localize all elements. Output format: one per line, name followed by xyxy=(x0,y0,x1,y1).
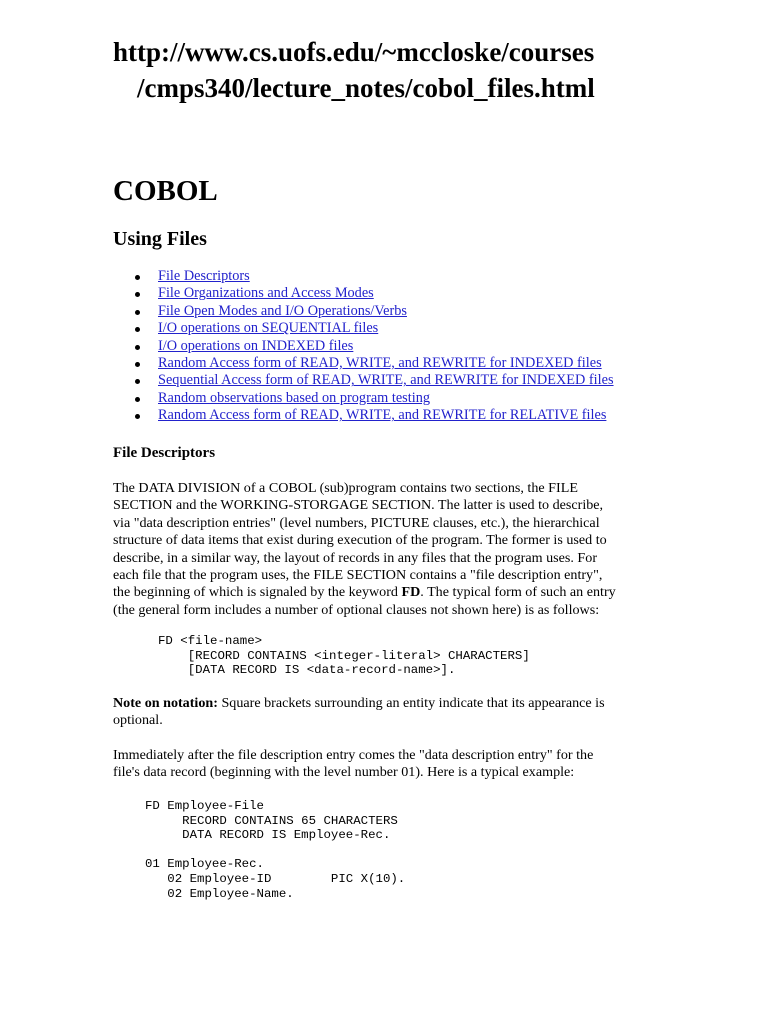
table-of-contents xyxy=(113,268,673,425)
code-line: RECORD CONTAINS 65 CHARACTERS xyxy=(145,813,398,828)
code-line: [DATA RECORD IS <data-record-name>]. xyxy=(158,663,456,678)
code-line: 02 Employee-ID PIC X(10). xyxy=(145,871,406,886)
code-line: 01 Employee-Rec. xyxy=(145,857,264,872)
keyword-fd: FD xyxy=(401,584,421,601)
section-heading-file-descriptors: File Descriptors xyxy=(113,445,216,461)
toc-item xyxy=(113,303,673,320)
url-line-1: http://www.cs.uofs.edu/~mccloske/courses xyxy=(113,37,595,67)
code-line: 02 Employee-Name. xyxy=(145,886,294,901)
toc-link-random-observations[interactable]: Random observations based on program testing xyxy=(158,389,430,406)
url-line-2: /cmps340/lecture_notes/cobol_files.html xyxy=(137,73,595,103)
toc-link-sequential-io[interactable]: I/O operations on SEQUENTIAL files xyxy=(158,320,379,337)
toc-item xyxy=(113,390,673,407)
toc-item xyxy=(113,268,673,285)
page-subtitle: Using Files xyxy=(113,228,207,250)
paragraph-line: Square brackets surrounding an entity indicate that its appearance is xyxy=(217,695,605,711)
toc-link-sequential-indexed[interactable]: Sequential Access form of READ, WRITE, and REWRITE for INDEXED files xyxy=(158,372,614,389)
paragraph-line: . The typical form of such an entry xyxy=(420,584,616,601)
paragraph-line: SECTION and the WORKING-STORGAGE SECTION. The latter is used to describe, xyxy=(113,497,604,514)
paragraph-line: describe, in a similar way, the layout of records in any files that the program uses. For xyxy=(113,549,598,566)
paragraph-line: optional. xyxy=(113,712,163,729)
page-url-heading xyxy=(113,34,673,106)
code-block-fd-syntax xyxy=(158,634,530,678)
paragraph-line: (the general form includes a number of optional clauses not shown here) is as follows: xyxy=(113,601,600,618)
paragraph-data-description xyxy=(113,747,653,782)
paragraph-line: structure of data items that exist during execution of the program. The former is used to xyxy=(113,532,607,549)
paragraph-line: Immediately after the file description entry comes the "data description entry" for the xyxy=(113,747,594,763)
code-line: [RECORD CONTAINS <integer-literal> CHARACTERS] xyxy=(158,648,530,663)
page-title: COBOL xyxy=(113,175,218,207)
paragraph-line: the beginning of which is signaled by the keyword xyxy=(113,584,402,601)
code-line: DATA RECORD IS Employee-Rec. xyxy=(145,828,391,843)
toc-link-random-relative[interactable]: Random Access form of READ, WRITE, and REWRITE for RELATIVE files xyxy=(158,407,607,424)
paragraph-line: via "data description entries" (level numbers, PICTURE clauses, etc.), the hierarchical xyxy=(113,514,600,531)
toc-link-file-open-modes[interactable]: File Open Modes and I/O Operations/Verbs xyxy=(158,302,407,319)
toc-link-random-indexed[interactable]: Random Access form of READ, WRITE, and REWRITE for INDEXED files xyxy=(158,355,602,372)
paragraph-data-division xyxy=(113,480,653,619)
paragraph-line: file's data record (beginning with the level number 01). Here is a typical example: xyxy=(113,764,575,781)
toc-link-file-descriptors[interactable]: File Descriptors xyxy=(158,268,250,284)
toc-item xyxy=(113,285,673,302)
toc-item xyxy=(113,320,673,337)
note-label: Note on notation: xyxy=(113,695,218,711)
paragraph-note-on-notation xyxy=(113,695,653,730)
paragraph-line: The DATA DIVISION of a COBOL (sub)program contains two sections, the FILE xyxy=(113,480,578,496)
code-block-employee-example xyxy=(145,799,405,901)
toc-item xyxy=(113,407,673,424)
toc-item xyxy=(113,355,673,372)
code-line: FD Employee-File xyxy=(145,799,264,813)
toc-link-file-organizations[interactable]: File Organizations and Access Modes xyxy=(158,285,374,302)
toc-item xyxy=(113,338,673,355)
code-line: FD <file-name> xyxy=(158,634,263,648)
toc-link-indexed-io[interactable]: I/O operations on INDEXED files xyxy=(158,337,354,354)
paragraph-line: each file that the program uses, the FILE SECTION contains a "file description entry", xyxy=(113,567,603,584)
toc-item xyxy=(113,372,673,389)
